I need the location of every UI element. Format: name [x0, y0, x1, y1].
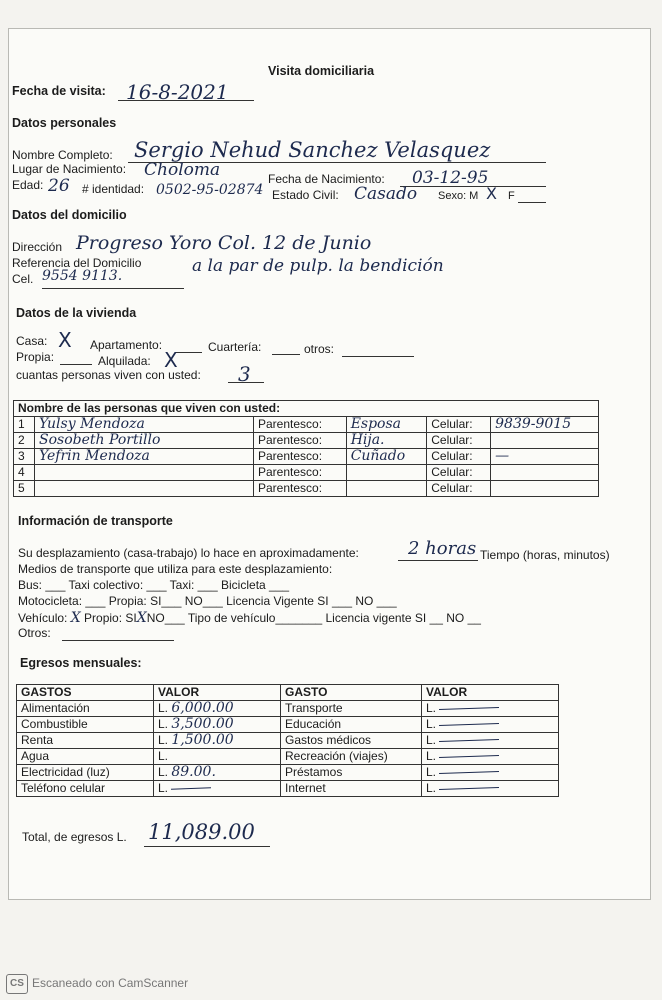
table-row: Renta L. 1,500.00 Gastos médicos L.: [17, 733, 559, 749]
civil-label: Estado Civil:: [272, 188, 339, 202]
alquilada-mark: X: [164, 348, 178, 372]
birthdate-value: 03-12-95: [412, 168, 489, 188]
direction-label: Dirección: [12, 240, 63, 254]
resident-relation: Esposa: [346, 417, 427, 433]
visit-date-label: Fecha de visita:: [12, 84, 106, 98]
resident-cell: 9839-9015: [491, 417, 599, 433]
expenses-heading: Egresos mensuales:: [20, 656, 142, 670]
total-value: 11,089.00: [148, 820, 255, 844]
expenses-table: GASTOS VALOR GASTO VALOR Alimentación L. 6,000.00 Transporte L. Combustible L. 3,500.00 Educación L. Renta L. 1,500.00 Gastos médicos L. Agua L. Recreación (viajes) L. Electricidad (luz) L. 89.00. Préstamos L. Teléfono celular L. Internet L.: [16, 684, 559, 797]
casa-label: Casa:: [16, 334, 48, 348]
total-label: Total, de egresos L.: [22, 830, 127, 844]
resident-name: Yulsy Mendoza: [35, 417, 254, 433]
resident-cell: —: [491, 449, 599, 465]
bus-line: Bus: ___ Taxi colectivo: ___ Taxi: ___ Bicicleta ___: [18, 578, 290, 592]
commute-unit: Tiempo (horas, minutos): [480, 548, 610, 562]
otros-transport-label: Otros:: [18, 626, 51, 640]
form-title: Visita domiciliaria: [268, 64, 375, 78]
full-name-value: Sergio Nehud Sanchez Velasquez: [134, 138, 491, 162]
table-row: Agua L. Recreación (viajes) L.: [17, 749, 559, 765]
sex-mark: X: [486, 184, 497, 203]
sex-f-label: F: [508, 190, 515, 202]
age-value: 26: [48, 176, 70, 196]
civil-value: Casado: [354, 184, 418, 204]
cel-value: 9554 9113.: [42, 268, 123, 284]
scanner-footer: CS Escaneado con CamScanner: [6, 974, 188, 994]
means-label: Medios de transporte que utiliza para este desplazamiento:: [18, 562, 333, 576]
resident-name: [35, 465, 254, 481]
visit-date-value: 16-8-2021: [126, 80, 229, 104]
resident-cell: [491, 481, 599, 497]
camscanner-logo-icon: CS: [6, 974, 28, 994]
table-row: Combustible L. 3,500.00 Educación L.: [17, 717, 559, 733]
expense-value: 1,500.00: [171, 732, 234, 748]
table-row: Alimentación L. 6,000.00 Transporte L.: [17, 701, 559, 717]
personal-heading: Datos personales: [12, 116, 117, 130]
reference-value: a la par de pulp. la bendición: [192, 256, 444, 276]
resident-relation: [346, 481, 427, 497]
birthplace-value: Choloma: [144, 160, 221, 180]
commute-label: Su desplazamiento (casa-trabajo) lo hace en aproximadamente:: [18, 546, 359, 560]
moto-line: Motocicleta: ___ Propia: SI___ NO___ Licencia Vigente SI ___ NO ___: [18, 594, 397, 608]
residents-header: Nombre de las personas que viven con usted:: [14, 401, 599, 417]
vehicle-line: Vehículo: X Propio: SIXNO___ Tipo de vehículo_______ Licencia vigente SI __ NO __: [18, 610, 481, 626]
commute-value: 2 horas: [408, 538, 477, 559]
table-row: 1 Yulsy Mendoza Parentesco: Esposa Celular: 9839-9015: [14, 417, 599, 433]
table-row: 4 Parentesco: Celular:: [14, 465, 599, 481]
resident-relation: Cuñado: [346, 449, 427, 465]
table-row: Teléfono celular L. Internet L.: [17, 781, 559, 797]
resident-cell: [491, 465, 599, 481]
address-heading: Datos del domicilio: [12, 208, 127, 222]
table-row: Electricidad (luz) L. 89.00. Préstamos L.: [17, 765, 559, 781]
people-label: cuantas personas viven con usted:: [16, 368, 201, 382]
resident-name: Yefrin Mendoza: [35, 449, 254, 465]
full-name-label: Nombre Completo:: [12, 148, 113, 162]
expense-value: 3,500.00: [171, 716, 234, 732]
cel-label: Cel.: [12, 272, 34, 286]
birthdate-label: Fecha de Nacimiento:: [268, 172, 385, 186]
id-label: # identidad:: [82, 182, 145, 196]
direction-value: Progreso Yoro Col. 12 de Junio: [76, 232, 372, 254]
alquilada-label: Alquilada:: [98, 354, 151, 368]
expense-value: 89.00.: [171, 764, 216, 780]
expense-value: 6,000.00: [171, 700, 234, 716]
cuarteria-label: Cuartería:: [208, 340, 262, 354]
table-row: 3 Yefrin Mendoza Parentesco: Cuñado Celular: —: [14, 449, 599, 465]
reference-label: Referencia del Domicilio: [12, 256, 142, 270]
vehicle-si-mark: X: [136, 610, 147, 626]
resident-relation: [346, 465, 427, 481]
people-count: 3: [238, 362, 251, 386]
table-row: 5 Parentesco: Celular:: [14, 481, 599, 497]
resident-name: Sosobeth Portillo: [35, 433, 254, 449]
resident-relation: Hija.: [346, 433, 427, 449]
casa-mark: X: [58, 328, 72, 352]
apartamento-label: Apartamento:: [90, 338, 163, 352]
transport-heading: Información de transporte: [18, 514, 173, 528]
vehicle-mark: X: [70, 610, 81, 626]
age-label: Edad:: [12, 178, 44, 192]
id-value: 0502-95-02874: [156, 182, 264, 198]
table-row: 2 Sosobeth Portillo Parentesco: Hija. Celular:: [14, 433, 599, 449]
housing-heading: Datos de la vivienda: [16, 306, 137, 320]
propia-label: Propia:: [16, 350, 55, 364]
birthplace-label: Lugar de Nacimiento:: [12, 162, 127, 176]
resident-name: [35, 481, 254, 497]
resident-cell: [491, 433, 599, 449]
otros-housing-label: otros:: [304, 342, 335, 356]
residents-table: [13, 400, 599, 497]
sex-label: Sexo: M: [438, 190, 479, 202]
